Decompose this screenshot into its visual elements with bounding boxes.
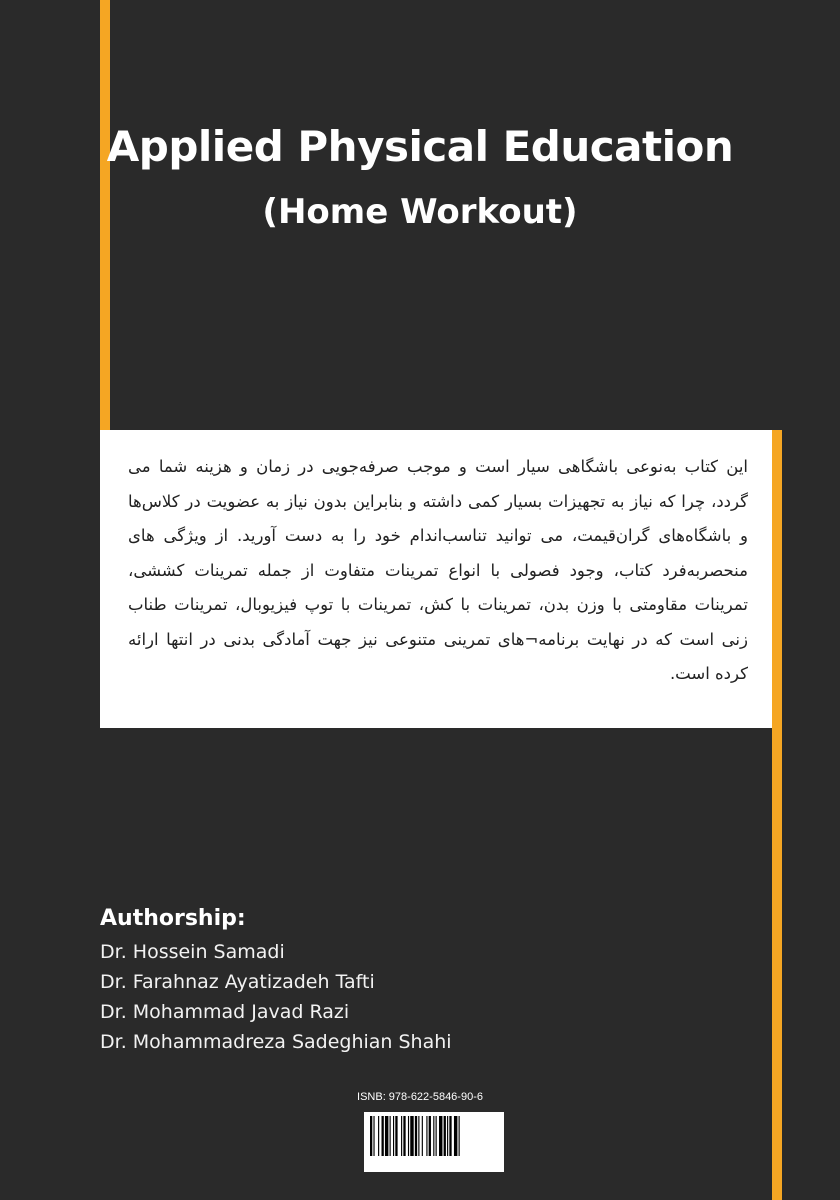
author-list [100, 937, 452, 1057]
description-text: این کتاب به‌نوعی باشگاهی سیار است و موجب صرفه‌جویی در زمان و هزینه شما می گردد، چرا که نیاز به تجهیزات بسیار کمی داشته و بنابراین بدون نیاز به عضویت در کلاس‌ها و باشگاه‌های گران‌قیمت، می توانید تناسب‌اندام خود را به دست آورید. از ویژگی های منحصربه‌فرد کتاب، وجود فصولی با انواع تمرینات متفاوت از جمله تمرینات کششی، تمرینات مقاومتی با وزن بدن، تمرینات با کش، تمرینات با توپ فیزیوبال، تمرینات طناب زنی است که در نهایت برنامه¬های تمرینی متنوعی نیز جهت آمادگی بدنی در انتها ارائه کرده است. [128, 457, 748, 683]
book-title: Applied Physical Education [106, 122, 734, 171]
barcode-bar [418, 1116, 419, 1156]
barcode-bar [395, 1116, 397, 1156]
isbn-label: ISNB: 978-622-5846-90-6 [357, 1091, 483, 1103]
barcode-bar [439, 1116, 442, 1156]
barcode-bars [364, 1112, 504, 1158]
barcode-bar [385, 1116, 388, 1156]
barcode-bar [447, 1116, 448, 1156]
barcode-bar [444, 1116, 446, 1156]
author-name: Dr. Hossein Samadi [100, 941, 285, 963]
book-subtitle: (Home Workout) [262, 192, 578, 232]
authorship-section [100, 906, 452, 1057]
barcode-bar [454, 1116, 457, 1156]
barcode-bar [370, 1116, 372, 1156]
author-name: Dr. Farahnaz Ayatizadeh Tafti [100, 971, 375, 993]
barcode-bar [390, 1116, 391, 1156]
author-name: Dr. Mohammadreza Sadeghian Shahi [100, 1031, 452, 1053]
barcode-bar [382, 1116, 384, 1156]
barcode-bar [422, 1116, 423, 1156]
authorship-heading: Authorship: [100, 906, 246, 931]
barcode-group-right: 846906 [444, 1158, 475, 1168]
barcode-bar [373, 1116, 374, 1156]
barcode-bar [433, 1116, 434, 1156]
barcode-bar [378, 1116, 379, 1156]
barcode-bar [410, 1116, 413, 1156]
barcode-bar [436, 1116, 437, 1156]
barcode-bar [429, 1116, 431, 1156]
barcode-bar [459, 1116, 460, 1156]
barcode-bar [393, 1116, 394, 1156]
barcode-bar [426, 1116, 427, 1156]
description-panel [100, 430, 772, 728]
barcode-bar [403, 1116, 405, 1156]
author-name: Dr. Mohammad Javad Razi [100, 1001, 350, 1023]
barcode-bar [415, 1116, 417, 1156]
barcode-bar [449, 1116, 451, 1156]
barcode-bar [408, 1116, 409, 1156]
right-accent-bar [772, 430, 782, 1200]
barcode-bar [401, 1116, 402, 1156]
barcode-digits [0, 1158, 840, 1172]
barcode-prefix-digit: 9 [368, 1158, 374, 1168]
barcode-group-left: 786225 [390, 1158, 421, 1168]
